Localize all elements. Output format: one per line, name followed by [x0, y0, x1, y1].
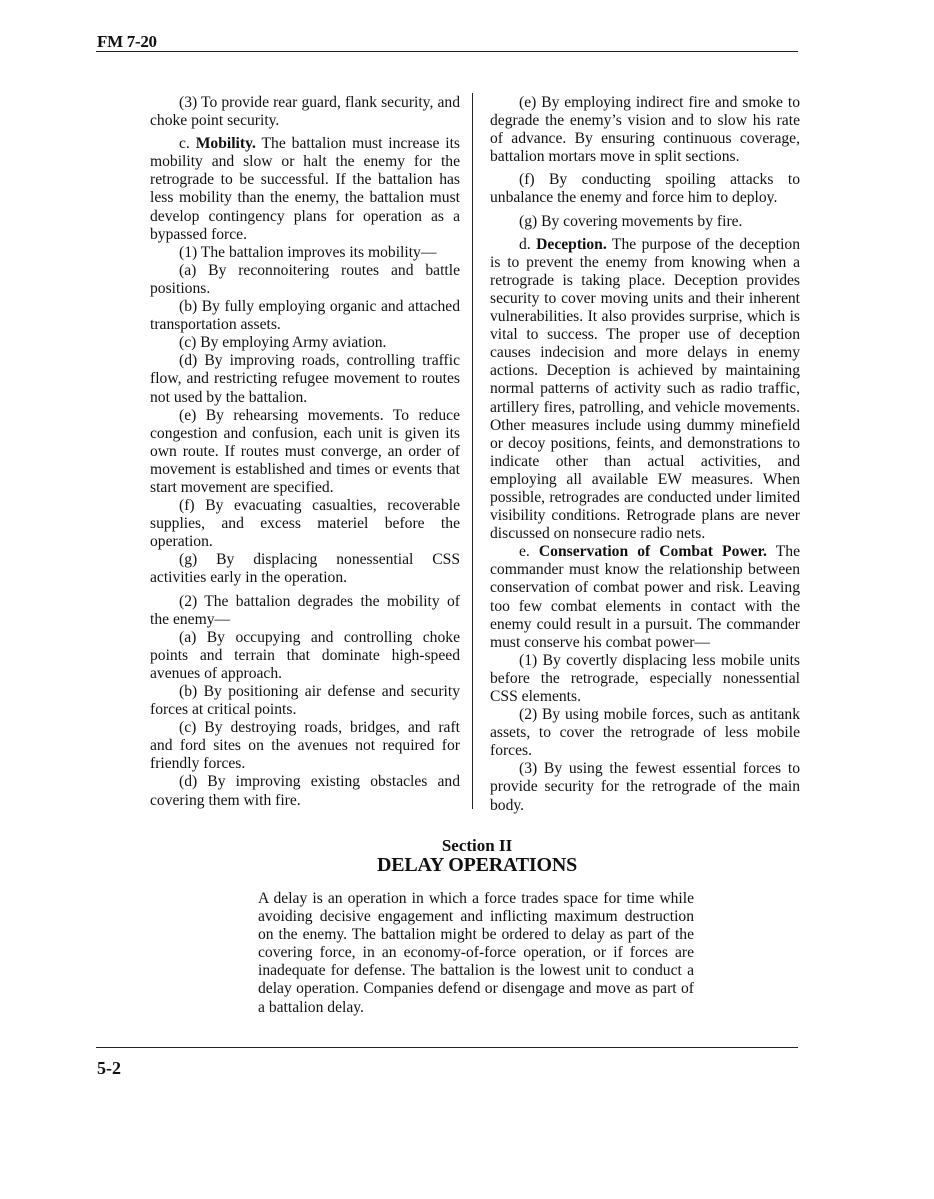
paragraph: (1) By covertly displacing less mobile units before the retrograde, especially nonessential CSS elements. — [490, 651, 800, 705]
section-title: DELAY OPERATIONS — [377, 854, 577, 876]
footer-rule — [96, 1047, 798, 1048]
paragraph-body: The purpose of the deception is to prevent the enemy from knowing when a retrograde is taking place. Deception provides security to cover moving units and their inherent vulnerabilities. It also provides surprise, which is vital to success. The proper use of deception causes indecision and more delays in enemy actions. Deception is achieved by maintaining normal patterns of activity such as radio traffic, artillery fires, patrolling, and vehicle movements. Other measures include using dummy minefield or decoy positions, feints, and demonstrations to indicate other than actual activities, and employing all available EW measures. When possible, retrogrades are conducted under limited visibility conditions. Retrograde plans are never discussed on nonsecure radio nets. — [490, 235, 801, 543]
paragraph: (1) The battalion improves its mobility— — [179, 243, 437, 261]
paragraph: (2) The battalion degrades the mobility of the enemy— — [150, 592, 460, 628]
paragraph-body: The battalion must increase its mobility and slow or halt the enemy for the retrograde to be successful. If the battalion has less mobility than the enemy, the battalion must develop contingency plans for operation as a bypassed force. — [150, 135, 460, 243]
paragraph: (3) By using the fewest essential forces to provide security for the retrograde of the main body. — [490, 760, 800, 814]
paragraph: (d) By improving roads, controlling traffic flow, and restricting refugee movement to routes not used by the battalion. — [150, 352, 460, 406]
page-header-label: FM 7-20 — [97, 32, 157, 51]
section-number: Section II — [441, 836, 513, 855]
paragraph: (f) By evacuating casualties, recoverable supplies, and excess materiel before the operation. — [150, 497, 460, 551]
left-column — [150, 94, 460, 810]
paragraph: (c) By employing Army aviation. — [179, 334, 387, 352]
paragraph-conservation — [490, 543, 800, 652]
paragraph-heading: Deception. — [536, 235, 607, 253]
header-rule — [96, 51, 798, 52]
paragraph: (3) To provide rear guard, flank security, and choke point security. — [150, 94, 460, 130]
paragraph: (b) By fully employing organic and attached transportation assets. — [150, 298, 460, 334]
paragraph-mobility — [150, 135, 460, 244]
right-column — [490, 94, 800, 815]
paragraph: (e) By rehearsing movements. To reduce congestion and confusion, each unit is given its own route. If routes must converge, an order of movement is established and times or events that start movement are specified. — [150, 406, 460, 496]
paragraph: (e) By employing indirect fire and smoke to degrade the enemy’s vision and to slow his rate of advance. By ensuring continuous coverage, battalion mortars move in split sections. — [490, 94, 800, 166]
paragraph: (2) By using mobile forces, such as antitank assets, to cover the retrograde of less mobile forces. — [490, 706, 800, 760]
paragraph: (a) By occupying and controlling choke points and terrain that dominate high-speed avenues of approach. — [150, 628, 460, 682]
column-divider — [472, 93, 473, 809]
section-intro: A delay is an operation in which a force trades space for time while avoiding decisive engagement and inflicting maximum destruction on the enemy. The battalion might be ordered to delay as part of the covering force, in an economy-of-force operation, or if forces are inadequate for defense. The battalion is the lowest unit to conduct a delay operation. Companies defend or disengage and move as part of a battalion delay. — [258, 890, 694, 1016]
paragraph-heading: Mobility. — [195, 135, 256, 153]
paragraph-lead: e. — [519, 543, 539, 561]
paragraph: (d) By improving existing obstacles and covering them with fire. — [150, 773, 460, 809]
paragraph: (g) By covering movements by fire. — [519, 212, 743, 230]
paragraph-deception — [490, 236, 800, 544]
paragraph-lead: c. — [179, 135, 196, 153]
paragraph-body: The commander must know the relationship between conservation of combat power and risk. Leaving too few combat elements in contact with the enemy could result in a pursuit. The commander must conserve his combat power— — [490, 543, 800, 651]
paragraph: (b) By positioning air defense and security forces at critical points. — [150, 683, 460, 719]
paragraph: (c) By destroying roads, bridges, and raft and ford sites on the avenues not required for friendly forces. — [150, 719, 460, 773]
page-number: 5-2 — [97, 1058, 121, 1078]
paragraph-heading: Conservation of Combat Power. — [538, 543, 767, 561]
paragraph-lead: d. — [519, 235, 537, 253]
paragraph: (a) By reconnoitering routes and battle positions. — [150, 261, 460, 297]
paragraph: (g) By displacing nonessential CSS activities early in the operation. — [150, 551, 460, 587]
paragraph: (f) By conducting spoiling attacks to unbalance the enemy and force him to deploy. — [490, 171, 800, 207]
